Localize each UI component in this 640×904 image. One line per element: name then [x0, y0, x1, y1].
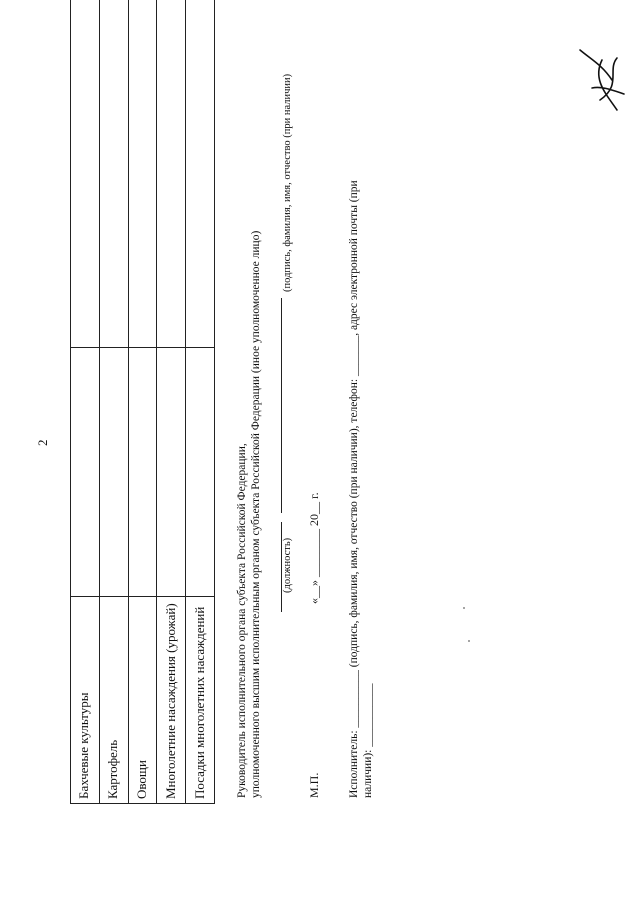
- row-label: Картофель: [99, 597, 128, 804]
- table-cell: [186, 348, 215, 597]
- table-row: [157, 0, 186, 804]
- table-cell: [99, 348, 128, 597]
- table-cell: [71, 348, 100, 597]
- row-label: Бахчевые культуры: [71, 597, 100, 804]
- table-row: [99, 0, 128, 804]
- table-cell: [186, 0, 215, 348]
- row-label: Овощи: [128, 597, 157, 804]
- table-cell: [128, 348, 157, 597]
- crop-table: [70, 0, 215, 804]
- table-cell: [128, 0, 157, 348]
- signatory-title-line1: Руководитель исполнительного органа субъекта Российской Федерации,: [236, 443, 248, 798]
- signatory-title-line2: уполномоченного высшим исполнительным органом субъекта Российской Федерации (иное уполномоченное лицо): [250, 230, 262, 798]
- name-caption: (подпись, фамилия, имя, отчество (при наличии): [282, 73, 293, 292]
- page-number: 2: [35, 439, 50, 446]
- executor-line1: Исполнитель: __________ (подпись, фамилия, имя, отчество (при наличии), телефон: _______, адрес электронной почты (при: [348, 180, 360, 798]
- date-field: «__» ________ 20__ г.: [307, 492, 321, 604]
- row-label: Многолетние насаждения (урожай): [157, 597, 186, 804]
- executor-line2: наличии): ___________: [362, 683, 374, 798]
- name-underline: [281, 298, 282, 513]
- row-label: Посадки многолетних насаждений: [186, 597, 215, 804]
- table-cell: [99, 0, 128, 348]
- table-row: [186, 0, 215, 804]
- table-row: [71, 0, 100, 804]
- table-row: [128, 0, 157, 804]
- table-cell: [71, 0, 100, 348]
- stamp-place-label: М.П.: [307, 772, 321, 798]
- position-caption: (должность): [282, 537, 293, 593]
- table-cell: [157, 348, 186, 597]
- table-cell: [157, 0, 186, 348]
